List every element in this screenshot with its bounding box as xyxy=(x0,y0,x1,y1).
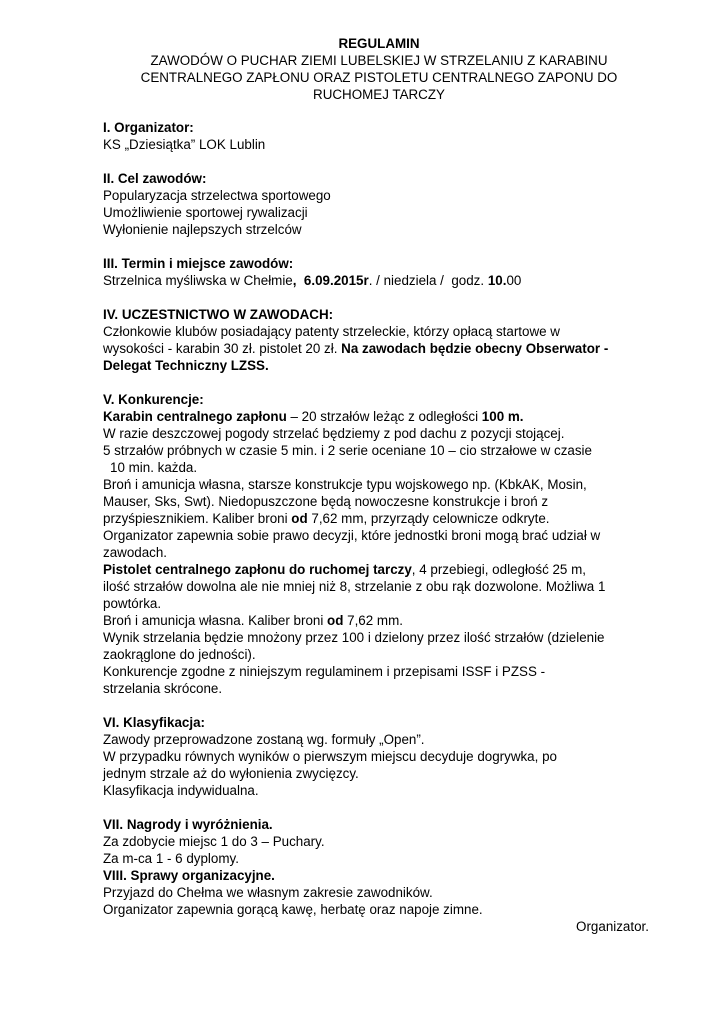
text-line: jednym strzale aż do wyłonienia zwycięzcy. xyxy=(103,766,359,781)
text-line: 10 min. każda. xyxy=(110,460,198,475)
comma: , xyxy=(292,273,297,288)
goal-item: Wyłonienie najlepszych strzelców xyxy=(103,222,302,237)
text-line: Wynik strzelania będzie mnożony przez 100 i dzielony przez ilość strzałów (dzielenie xyxy=(103,630,605,645)
text-line: powtórka. xyxy=(103,596,162,611)
section-heading: V. Konkurencje: xyxy=(103,392,204,407)
text-line: Za m-ca 1 - 6 dyplomy. xyxy=(103,851,239,866)
text-line: 5 strzałów próbnych w czasie 5 min. i 2 serie oceniane 10 – cio strzałowe w czasie xyxy=(103,443,592,458)
section-heading: VI. Klasyfikacja: xyxy=(103,715,205,730)
signature: Organizator. xyxy=(576,919,649,934)
caliber-text: przyśpiesznikiem. Kaliber broni xyxy=(103,511,292,526)
text-line: Zawody przeprowadzone zostaną wg. formuły „Open”. xyxy=(103,732,425,747)
section-participation xyxy=(103,306,663,374)
organizer-name: KS „Dziesiątka” LOK Lublin xyxy=(103,137,266,152)
section-heading: III. Termin i miejsce zawodów: xyxy=(103,256,294,271)
section-date-place xyxy=(103,255,663,289)
section-heading: VII. Nagrody i wyróżnienia. xyxy=(103,817,273,832)
title-line-2: CENTRALNEGO ZAPŁONU ORAZ PISTOLETU CENTRALNEGO ZAPONU DO xyxy=(140,70,618,85)
participation-line xyxy=(103,340,663,357)
text-line: zaokrąglone do jedności). xyxy=(103,647,256,662)
section-classification xyxy=(103,714,663,799)
title-line-1: ZAWODÓW O PUCHAR ZIEMI LUBELSKIEJ W STRZELANIU Z KARABINU xyxy=(150,53,608,68)
caliber-rest: 7,62 mm, przyrządy celownicze odkryte. xyxy=(307,511,550,526)
goal-item: Popularyzacja strzelectwa sportowego xyxy=(103,188,331,203)
text-line: Broń i amunicja własna, starsze konstrukcje typu wojskowego np. (KbkAK, Mosin, xyxy=(103,477,587,492)
text-line: Przyjazd do Chełma we własnym zakresie zawodników. xyxy=(103,885,433,900)
caliber-from: od xyxy=(327,613,344,628)
caliber-from: od xyxy=(291,511,308,526)
rifle-desc: – 20 strzałów leżąc z odległości xyxy=(286,409,482,424)
document-title: REGULAMIN xyxy=(338,36,420,51)
observer-note-cont: Delegat Techniczny LZSS. xyxy=(103,358,269,373)
section-awards xyxy=(103,816,663,867)
day-text: . / niedziela / godz. xyxy=(368,273,488,288)
text-line: ilość strzałów dowolna ale nie mniej niż 8, strzelanie z obu rąk dozwolone. Możliwa 1 xyxy=(103,579,606,594)
caliber-text: Broń i amunicja własna. Kaliber broni xyxy=(103,613,328,628)
text-line: Organizator zapewnia gorącą kawę, herbatę oraz napoje zimne. xyxy=(103,902,483,917)
text-line xyxy=(103,612,663,629)
text-line: W przypadku równych wyników o pierwszym miejscu decyduje dogrywka, po xyxy=(103,749,557,764)
section-heading: IV. UCZESTNICTWO W ZAWODACH: xyxy=(103,307,334,322)
observer-note: Na zawodach będzie obecny Obserwator - xyxy=(341,341,609,356)
rifle-distance: 100 m. xyxy=(481,409,524,424)
event-date: 6.09.2015r xyxy=(296,273,369,288)
text-line: Mauser, Sks, Swt). Niedopuszczone będą nowoczesne konstrukcje i broń z xyxy=(103,494,549,509)
rifle-title: Karabin centralnego zapłonu xyxy=(103,409,287,424)
section-organization xyxy=(103,867,663,918)
text-line: Konkurencje zgodne z niniejszym regulaminem i przepisami ISSF i PZSS - xyxy=(103,664,546,679)
goal-item: Umożliwienie sportowej rywalizacji xyxy=(103,205,308,220)
section-organizer xyxy=(103,119,663,153)
date-place-line xyxy=(103,272,663,289)
text-line: W razie deszczowej pogody strzelać będziemy z pod dachu z pozycji stojącej. xyxy=(103,426,565,441)
event-minutes: 00 xyxy=(506,273,522,288)
section-heading: II. Cel zawodów: xyxy=(103,171,207,186)
fee-text: wysokości - karabin 30 zł. pistolet 20 zł. xyxy=(103,341,342,356)
title-line-3: RUCHOMEJ TARCZY xyxy=(313,87,445,102)
section-competitions xyxy=(103,391,663,697)
section-heading: I. Organizator: xyxy=(103,120,194,135)
text-line: strzelania skrócone. xyxy=(103,681,223,696)
participation-line: Członkowie klubów posiadający patenty strzeleckie, którzy opłacą startowe w xyxy=(103,324,560,339)
pistol-desc: , 4 przebiegi, odległość 25 m, xyxy=(411,562,586,577)
event-hour: 10. xyxy=(487,273,507,288)
text-line xyxy=(103,510,663,527)
pistol-line xyxy=(103,561,663,578)
text-line: Za zdobycie miejsc 1 do 3 – Puchary. xyxy=(103,834,325,849)
rifle-line xyxy=(103,408,663,425)
caliber-rest: 7,62 mm. xyxy=(343,613,403,628)
section-heading: VIII. Sprawy organizacyjne. xyxy=(103,868,275,883)
text-line: zawodach. xyxy=(103,545,168,560)
document-body xyxy=(103,119,663,935)
text-line: Klasyfikacja indywidualna. xyxy=(103,783,259,798)
text-line: Organizator zapewnia sobie prawo decyzji, które jednostki broni mogą brać udział w xyxy=(103,528,601,543)
document-header xyxy=(96,35,662,103)
section-goal xyxy=(103,170,663,238)
pistol-title: Pistolet centralnego zapłonu do ruchomej tarczy xyxy=(103,562,412,577)
venue: Strzelnica myśliwska w Chełmie xyxy=(103,273,293,288)
